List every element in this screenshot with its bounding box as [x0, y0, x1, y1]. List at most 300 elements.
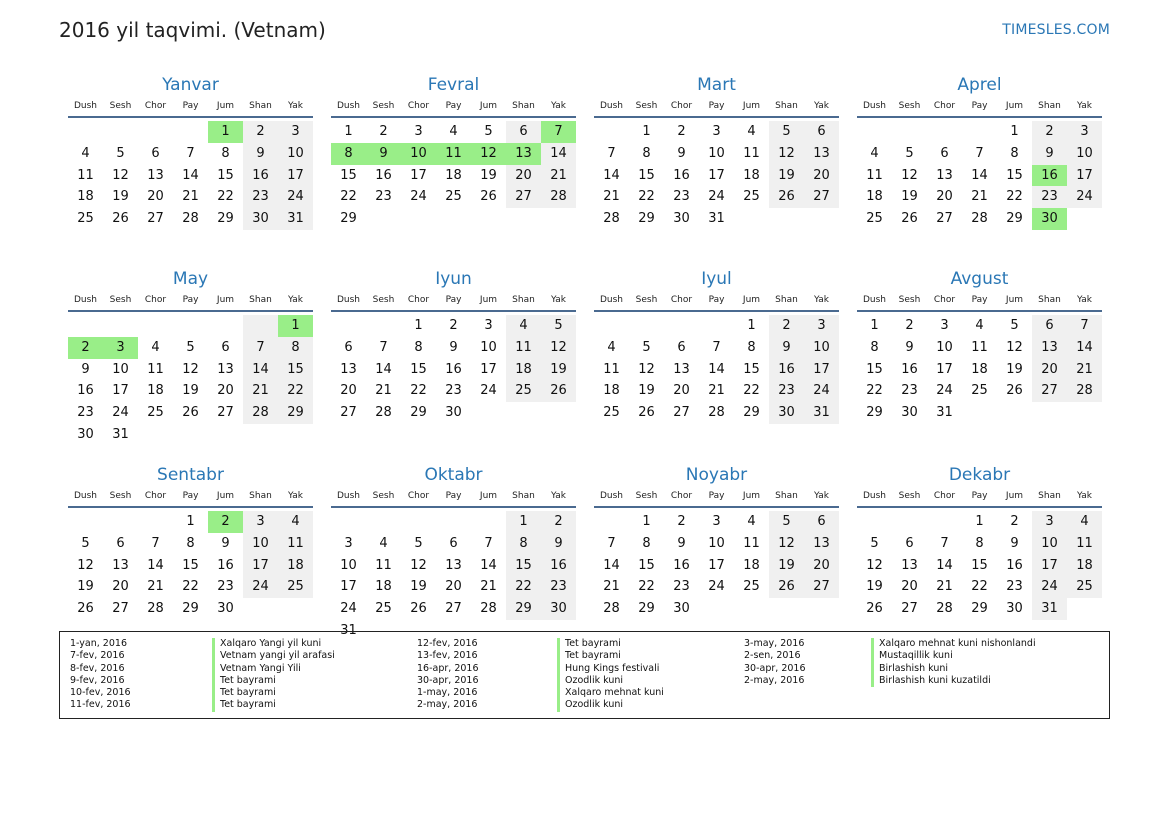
day-cell[interactable]: 13 [506, 143, 541, 165]
day-cell[interactable]: 7 [607, 535, 616, 551]
day-cell[interactable]: 18 [147, 383, 164, 399]
day-cell[interactable]: 31 [112, 426, 129, 442]
day-cell[interactable]: 12 [866, 557, 883, 573]
day-cell[interactable]: 6 [116, 535, 125, 551]
day-cell[interactable]: 5 [186, 339, 195, 355]
day-cell[interactable]: 17 [243, 555, 278, 577]
day-cell[interactable]: 30 [769, 402, 804, 424]
day-cell[interactable]: 27 [340, 405, 357, 421]
day-cell[interactable]: 3 [1032, 511, 1067, 533]
day-cell[interactable]: 10 [340, 557, 357, 573]
day-cell[interactable]: 6 [804, 511, 839, 533]
day-cell[interactable]: 9 [1010, 535, 1019, 551]
day-cell[interactable]: 21 [375, 383, 392, 399]
day-cell[interactable]: 2 [677, 514, 686, 529]
day-cell[interactable]: 18 [743, 557, 760, 573]
day-cell[interactable]: 2 [769, 315, 804, 337]
day-cell[interactable]: 11 [436, 143, 471, 165]
day-cell[interactable]: 24 [936, 383, 953, 399]
day-cell[interactable]: 23 [673, 189, 690, 205]
day-cell[interactable]: 27 [217, 405, 234, 421]
day-cell[interactable]: 28 [1067, 380, 1102, 402]
day-cell[interactable]: 23 [769, 380, 804, 402]
day-cell[interactable]: 3 [484, 318, 493, 333]
day-cell[interactable]: 14 [936, 557, 953, 573]
day-cell[interactable]: 19 [480, 167, 497, 183]
day-cell[interactable]: 22 [217, 189, 234, 205]
day-cell[interactable]: 13 [673, 361, 690, 377]
day-cell[interactable]: 3 [414, 124, 423, 139]
day-cell[interactable]: 27 [901, 601, 918, 617]
day-cell[interactable]: 25 [278, 576, 313, 598]
site-link[interactable]: TIMESLES.COM [1002, 22, 1110, 38]
day-cell[interactable]: 5 [769, 511, 804, 533]
day-cell[interactable]: 6 [905, 535, 914, 551]
day-cell[interactable]: 17 [1067, 165, 1102, 187]
day-cell[interactable]: 13 [936, 167, 953, 183]
day-cell[interactable]: 12 [1006, 339, 1023, 355]
day-cell[interactable]: 18 [603, 383, 620, 399]
day-cell[interactable]: 26 [410, 601, 427, 617]
day-cell[interactable]: 26 [480, 189, 497, 205]
day-cell[interactable]: 5 [905, 145, 914, 161]
day-cell[interactable]: 27 [506, 186, 541, 208]
day-cell[interactable]: 28 [708, 405, 725, 421]
day-cell[interactable]: 13 [340, 361, 357, 377]
day-cell[interactable]: 17 [278, 165, 313, 187]
day-cell[interactable]: 23 [901, 383, 918, 399]
day-cell[interactable]: 7 [975, 145, 984, 161]
day-cell[interactable]: 19 [1006, 361, 1023, 377]
day-cell[interactable]: 6 [677, 339, 686, 355]
day-cell[interactable]: 26 [769, 186, 804, 208]
day-cell[interactable]: 30 [445, 405, 462, 421]
day-cell[interactable]: 16 [375, 167, 392, 183]
day-cell[interactable]: 13 [804, 143, 839, 165]
day-cell[interactable]: 1 [414, 318, 423, 333]
day-cell[interactable]: 22 [340, 189, 357, 205]
day-cell[interactable]: 26 [866, 601, 883, 617]
day-cell[interactable]: 10 [401, 143, 436, 165]
day-cell[interactable]: 26 [541, 380, 576, 402]
day-cell[interactable]: 18 [506, 359, 541, 381]
day-cell[interactable]: 13 [147, 167, 164, 183]
day-cell[interactable]: 12 [638, 361, 655, 377]
day-cell[interactable]: 1 [1010, 124, 1019, 139]
day-cell[interactable]: 27 [936, 211, 953, 227]
day-cell[interactable]: 21 [243, 380, 278, 402]
day-cell[interactable]: 4 [278, 511, 313, 533]
day-cell[interactable]: 18 [971, 361, 988, 377]
day-cell[interactable]: 4 [607, 339, 616, 355]
day-cell[interactable]: 20 [506, 165, 541, 187]
day-cell[interactable]: 22 [182, 579, 199, 595]
day-cell[interactable]: 7 [712, 339, 721, 355]
day-cell[interactable]: 26 [769, 576, 804, 598]
day-cell[interactable]: 25 [603, 405, 620, 421]
day-cell[interactable]: 25 [506, 380, 541, 402]
day-cell[interactable]: 18 [375, 579, 392, 595]
day-cell[interactable]: 12 [769, 143, 804, 165]
day-cell[interactable]: 4 [870, 145, 879, 161]
day-cell[interactable]: 23 [445, 383, 462, 399]
day-cell[interactable]: 26 [182, 405, 199, 421]
day-cell[interactable]: 29 [217, 211, 234, 227]
day-cell[interactable]: 1 [747, 318, 756, 333]
day-cell[interactable]: 2 [208, 511, 243, 533]
day-cell[interactable]: 18 [278, 555, 313, 577]
day-cell[interactable]: 2 [379, 124, 388, 139]
day-cell[interactable]: 1 [278, 315, 313, 337]
day-cell[interactable]: 23 [375, 189, 392, 205]
day-cell[interactable]: 29 [278, 402, 313, 424]
day-cell[interactable]: 6 [344, 339, 353, 355]
day-cell[interactable]: 9 [677, 145, 686, 161]
day-cell[interactable]: 5 [769, 121, 804, 143]
day-cell[interactable]: 14 [182, 167, 199, 183]
day-cell[interactable]: 7 [379, 339, 388, 355]
day-cell[interactable]: 5 [870, 535, 879, 551]
day-cell[interactable]: 27 [445, 601, 462, 617]
day-cell[interactable]: 9 [366, 143, 401, 165]
day-cell[interactable]: 2 [541, 511, 576, 533]
day-cell[interactable]: 15 [743, 361, 760, 377]
day-cell[interactable]: 31 [1032, 598, 1067, 620]
day-cell[interactable]: 18 [445, 167, 462, 183]
day-cell[interactable]: 20 [1032, 359, 1067, 381]
day-cell[interactable]: 14 [708, 361, 725, 377]
day-cell[interactable]: 23 [1006, 579, 1023, 595]
day-cell[interactable]: 14 [375, 361, 392, 377]
day-cell[interactable]: 24 [480, 383, 497, 399]
day-cell[interactable]: 1 [642, 124, 651, 139]
day-cell[interactable]: 21 [708, 383, 725, 399]
day-cell[interactable]: 15 [278, 359, 313, 381]
day-cell[interactable]: 26 [1006, 383, 1023, 399]
day-cell[interactable]: 7 [1067, 315, 1102, 337]
day-cell[interactable]: 10 [708, 535, 725, 551]
day-cell[interactable]: 19 [866, 579, 883, 595]
day-cell[interactable]: 22 [638, 579, 655, 595]
day-cell[interactable]: 1 [642, 514, 651, 529]
day-cell[interactable]: 11 [743, 145, 760, 161]
day-cell[interactable]: 16 [445, 361, 462, 377]
day-cell[interactable]: 25 [77, 211, 94, 227]
day-cell[interactable]: 20 [445, 579, 462, 595]
day-cell[interactable]: 16 [1032, 165, 1067, 187]
day-cell[interactable]: 8 [747, 339, 756, 355]
day-cell[interactable]: 19 [901, 189, 918, 205]
day-cell[interactable]: 6 [804, 121, 839, 143]
day-cell[interactable]: 30 [243, 208, 278, 230]
day-cell[interactable]: 28 [971, 211, 988, 227]
day-cell[interactable]: 28 [147, 601, 164, 617]
day-cell[interactable]: 7 [607, 145, 616, 161]
day-cell[interactable]: 7 [186, 145, 195, 161]
day-cell[interactable]: 15 [971, 557, 988, 573]
day-cell[interactable]: 14 [1067, 337, 1102, 359]
day-cell[interactable]: 1 [186, 514, 195, 529]
day-cell[interactable]: 12 [541, 337, 576, 359]
day-cell[interactable]: 29 [971, 601, 988, 617]
day-cell[interactable]: 7 [243, 337, 278, 359]
day-cell[interactable]: 11 [603, 361, 620, 377]
day-cell[interactable]: 16 [673, 167, 690, 183]
day-cell[interactable]: 20 [340, 383, 357, 399]
day-cell[interactable]: 28 [603, 601, 620, 617]
day-cell[interactable]: 16 [769, 359, 804, 381]
day-cell[interactable]: 11 [971, 339, 988, 355]
day-cell[interactable]: 9 [221, 535, 230, 551]
day-cell[interactable]: 30 [217, 601, 234, 617]
day-cell[interactable]: 3 [712, 124, 721, 139]
day-cell[interactable]: 12 [182, 361, 199, 377]
day-cell[interactable]: 20 [901, 579, 918, 595]
day-cell[interactable]: 15 [340, 167, 357, 183]
day-cell[interactable]: 8 [414, 339, 423, 355]
day-cell[interactable]: 4 [506, 315, 541, 337]
day-cell[interactable]: 24 [804, 380, 839, 402]
day-cell[interactable]: 6 [221, 339, 230, 355]
day-cell[interactable]: 22 [971, 579, 988, 595]
day-cell[interactable]: 5 [541, 315, 576, 337]
day-cell[interactable]: 20 [217, 383, 234, 399]
day-cell[interactable]: 11 [147, 361, 164, 377]
day-cell[interactable]: 24 [410, 189, 427, 205]
day-cell[interactable]: 9 [1032, 143, 1067, 165]
day-cell[interactable]: 29 [638, 211, 655, 227]
day-cell[interactable]: 21 [936, 579, 953, 595]
day-cell[interactable]: 27 [804, 186, 839, 208]
day-cell[interactable]: 3 [243, 511, 278, 533]
day-cell[interactable]: 31 [340, 622, 357, 638]
day-cell[interactable]: 28 [541, 186, 576, 208]
day-cell[interactable]: 10 [112, 361, 129, 377]
day-cell[interactable]: 10 [936, 339, 953, 355]
day-cell[interactable]: 2 [68, 337, 103, 359]
day-cell[interactable]: 24 [243, 576, 278, 598]
day-cell[interactable]: 15 [638, 167, 655, 183]
day-cell[interactable]: 21 [603, 189, 620, 205]
day-cell[interactable]: 21 [541, 165, 576, 187]
day-cell[interactable]: 12 [77, 557, 94, 573]
day-cell[interactable]: 23 [243, 186, 278, 208]
day-cell[interactable]: 12 [410, 557, 427, 573]
day-cell[interactable]: 26 [901, 211, 918, 227]
day-cell[interactable]: 11 [866, 167, 883, 183]
day-cell[interactable]: 27 [112, 601, 129, 617]
day-cell[interactable]: 17 [340, 579, 357, 595]
day-cell[interactable]: 14 [480, 557, 497, 573]
day-cell[interactable]: 30 [541, 598, 576, 620]
day-cell[interactable]: 25 [866, 211, 883, 227]
day-cell[interactable]: 23 [541, 576, 576, 598]
day-cell[interactable]: 4 [151, 339, 160, 355]
day-cell[interactable]: 18 [1067, 555, 1102, 577]
day-cell[interactable]: 11 [278, 533, 313, 555]
day-cell[interactable]: 24 [278, 186, 313, 208]
day-cell[interactable]: 1 [975, 514, 984, 529]
day-cell[interactable]: 3 [103, 337, 138, 359]
day-cell[interactable]: 30 [1032, 208, 1067, 230]
day-cell[interactable]: 14 [147, 557, 164, 573]
day-cell[interactable]: 2 [905, 318, 914, 333]
day-cell[interactable]: 1 [344, 124, 353, 139]
day-cell[interactable]: 25 [743, 579, 760, 595]
day-cell[interactable]: 23 [217, 579, 234, 595]
day-cell[interactable]: 3 [804, 315, 839, 337]
day-cell[interactable]: 2 [243, 121, 278, 143]
day-cell[interactable]: 22 [506, 576, 541, 598]
day-cell[interactable]: 11 [743, 535, 760, 551]
day-cell[interactable]: 25 [375, 601, 392, 617]
day-cell[interactable]: 9 [905, 339, 914, 355]
day-cell[interactable]: 15 [638, 557, 655, 573]
day-cell[interactable]: 24 [340, 601, 357, 617]
day-cell[interactable]: 29 [866, 405, 883, 421]
day-cell[interactable]: 5 [414, 535, 423, 551]
day-cell[interactable]: 15 [1006, 167, 1023, 183]
day-cell[interactable]: 14 [971, 167, 988, 183]
day-cell[interactable]: 20 [112, 579, 129, 595]
day-cell[interactable]: 31 [804, 402, 839, 424]
day-cell[interactable]: 24 [1032, 576, 1067, 598]
day-cell[interactable]: 2 [449, 318, 458, 333]
day-cell[interactable]: 19 [769, 165, 804, 187]
day-cell[interactable]: 31 [708, 211, 725, 227]
day-cell[interactable]: 8 [278, 337, 313, 359]
day-cell[interactable]: 8 [506, 533, 541, 555]
day-cell[interactable]: 10 [243, 533, 278, 555]
day-cell[interactable]: 9 [541, 533, 576, 555]
day-cell[interactable]: 21 [971, 189, 988, 205]
day-cell[interactable]: 28 [182, 211, 199, 227]
day-cell[interactable]: 28 [243, 402, 278, 424]
day-cell[interactable]: 25 [1067, 576, 1102, 598]
day-cell[interactable]: 3 [1067, 121, 1102, 143]
day-cell[interactable]: 10 [278, 143, 313, 165]
day-cell[interactable]: 21 [147, 579, 164, 595]
day-cell[interactable]: 17 [708, 167, 725, 183]
day-cell[interactable]: 7 [541, 121, 576, 143]
day-cell[interactable]: 8 [331, 143, 366, 165]
day-cell[interactable]: 6 [940, 145, 949, 161]
day-cell[interactable]: 9 [449, 339, 458, 355]
day-cell[interactable]: 13 [1032, 337, 1067, 359]
day-cell[interactable]: 22 [866, 383, 883, 399]
day-cell[interactable]: 17 [410, 167, 427, 183]
day-cell[interactable]: 2 [1032, 121, 1067, 143]
day-cell[interactable]: 7 [484, 535, 493, 551]
day-cell[interactable]: 27 [1032, 380, 1067, 402]
day-cell[interactable]: 6 [449, 535, 458, 551]
day-cell[interactable]: 21 [603, 579, 620, 595]
day-cell[interactable]: 4 [379, 535, 388, 551]
day-cell[interactable]: 15 [410, 361, 427, 377]
day-cell[interactable]: 23 [1032, 186, 1067, 208]
day-cell[interactable]: 5 [116, 145, 125, 161]
day-cell[interactable]: 3 [278, 121, 313, 143]
day-cell[interactable]: 5 [81, 535, 90, 551]
day-cell[interactable]: 17 [804, 359, 839, 381]
day-cell[interactable]: 10 [1032, 533, 1067, 555]
day-cell[interactable]: 29 [506, 598, 541, 620]
day-cell[interactable]: 29 [340, 211, 357, 227]
day-cell[interactable]: 20 [147, 189, 164, 205]
day-cell[interactable]: 4 [81, 145, 90, 161]
day-cell[interactable]: 30 [1006, 601, 1023, 617]
day-cell[interactable]: 8 [642, 535, 651, 551]
day-cell[interactable]: 1 [870, 318, 879, 333]
day-cell[interactable]: 10 [804, 337, 839, 359]
day-cell[interactable]: 14 [603, 557, 620, 573]
day-cell[interactable]: 10 [708, 145, 725, 161]
day-cell[interactable]: 30 [673, 211, 690, 227]
day-cell[interactable]: 24 [708, 579, 725, 595]
day-cell[interactable]: 24 [708, 189, 725, 205]
day-cell[interactable]: 23 [673, 579, 690, 595]
day-cell[interactable]: 5 [484, 124, 493, 139]
day-cell[interactable]: 10 [1067, 143, 1102, 165]
day-cell[interactable]: 22 [1006, 189, 1023, 205]
day-cell[interactable]: 8 [870, 339, 879, 355]
day-cell[interactable]: 13 [217, 361, 234, 377]
day-cell[interactable]: 9 [677, 535, 686, 551]
day-cell[interactable]: 3 [940, 318, 949, 333]
day-cell[interactable]: 15 [866, 361, 883, 377]
day-cell[interactable]: 15 [217, 167, 234, 183]
day-cell[interactable]: 15 [182, 557, 199, 573]
day-cell[interactable]: 14 [243, 359, 278, 381]
day-cell[interactable]: 17 [112, 383, 129, 399]
day-cell[interactable]: 18 [866, 189, 883, 205]
day-cell[interactable]: 16 [1006, 557, 1023, 573]
day-cell[interactable]: 12 [471, 143, 506, 165]
day-cell[interactable]: 29 [638, 601, 655, 617]
day-cell[interactable]: 13 [901, 557, 918, 573]
day-cell[interactable]: 16 [541, 555, 576, 577]
day-cell[interactable]: 9 [769, 337, 804, 359]
day-cell[interactable]: 29 [182, 601, 199, 617]
day-cell[interactable]: 7 [151, 535, 160, 551]
day-cell[interactable]: 17 [1032, 555, 1067, 577]
day-cell[interactable]: 11 [77, 167, 94, 183]
day-cell[interactable]: 24 [1067, 186, 1102, 208]
day-cell[interactable]: 2 [1010, 514, 1019, 529]
day-cell[interactable]: 25 [445, 189, 462, 205]
day-cell[interactable]: 21 [480, 579, 497, 595]
day-cell[interactable]: 8 [186, 535, 195, 551]
day-cell[interactable]: 16 [901, 361, 918, 377]
day-cell[interactable]: 5 [1010, 318, 1019, 333]
day-cell[interactable]: 4 [975, 318, 984, 333]
day-cell[interactable]: 12 [901, 167, 918, 183]
day-cell[interactable]: 11 [506, 337, 541, 359]
day-cell[interactable]: 27 [673, 405, 690, 421]
day-cell[interactable]: 27 [804, 576, 839, 598]
day-cell[interactable]: 23 [77, 405, 94, 421]
day-cell[interactable]: 20 [936, 189, 953, 205]
day-cell[interactable]: 21 [182, 189, 199, 205]
day-cell[interactable]: 31 [936, 405, 953, 421]
day-cell[interactable]: 1 [208, 121, 243, 143]
day-cell[interactable]: 1 [506, 511, 541, 533]
day-cell[interactable]: 9 [81, 361, 90, 377]
day-cell[interactable]: 16 [673, 557, 690, 573]
day-cell[interactable]: 19 [182, 383, 199, 399]
day-cell[interactable]: 26 [77, 601, 94, 617]
day-cell[interactable]: 8 [221, 145, 230, 161]
